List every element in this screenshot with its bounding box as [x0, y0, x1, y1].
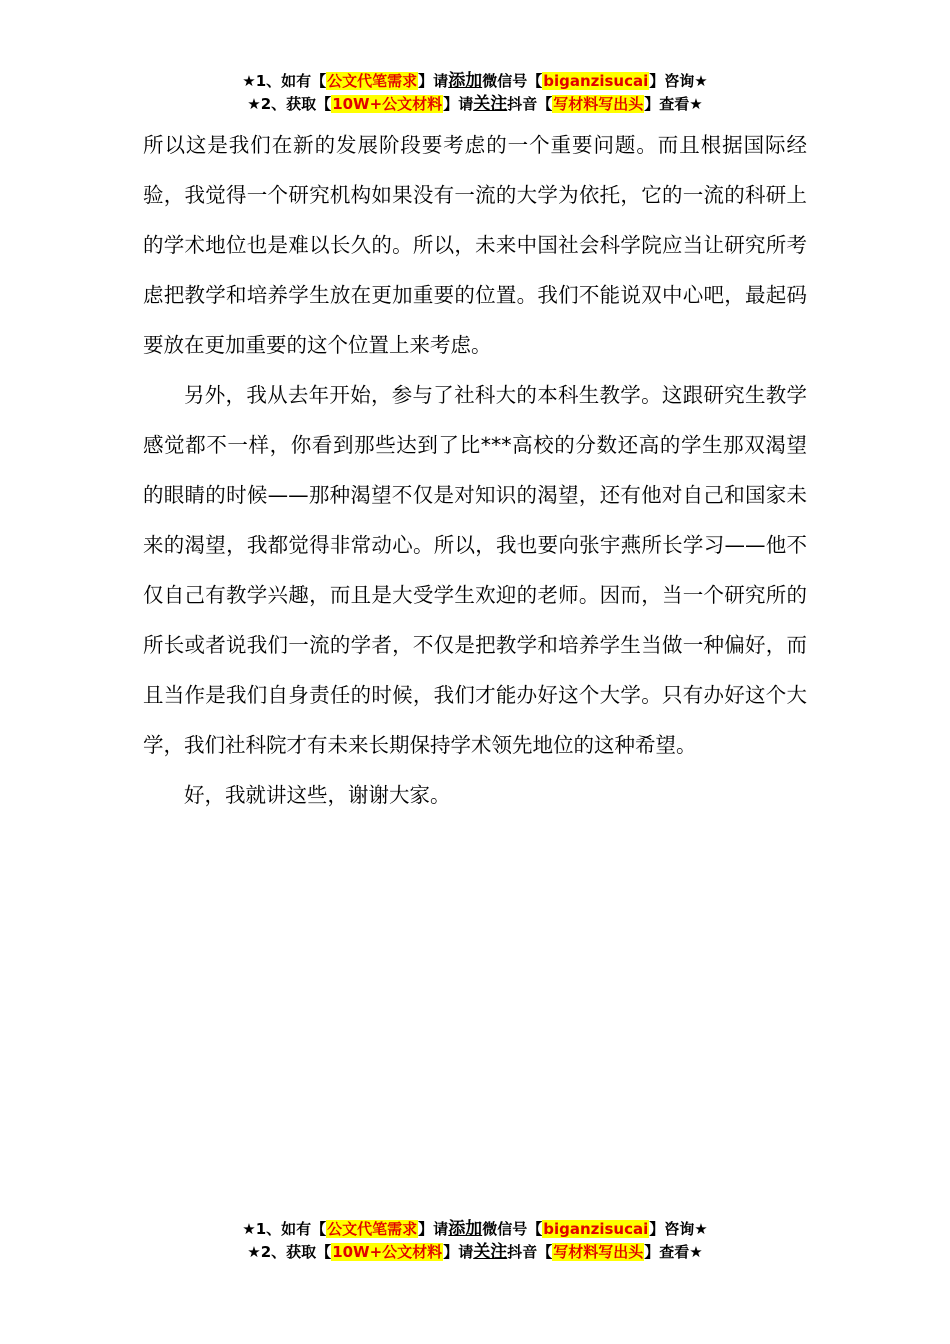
banner-text: 】请 — [443, 1243, 474, 1261]
banner-text: ★2、获取【 — [247, 95, 332, 113]
footer-line-1 — [0, 1218, 950, 1241]
banner-line-2 — [0, 93, 950, 116]
banner-line-1 — [0, 70, 950, 93]
banner-text: 】查看★ — [644, 95, 703, 113]
paragraph-3: 好，我就讲这些，谢谢大家。 — [184, 783, 451, 807]
highlight-materials: 10W+公文材料 — [332, 95, 443, 113]
emphasis-text: 添加 — [448, 1219, 483, 1239]
highlight-douyin-account: 写材料写出头 — [553, 1243, 644, 1261]
banner-text: 】咨询★ — [649, 72, 708, 90]
banner-text: 抖音【 — [507, 95, 553, 113]
banner-text: 】请 — [443, 95, 474, 113]
highlight-wechat-id: biganzisucai — [543, 72, 649, 90]
highlight-service: 公文代笔需求 — [327, 1220, 418, 1238]
banner-text: 抖音【 — [507, 1243, 553, 1261]
emphasis-text: 关注 — [473, 1242, 508, 1262]
document-body — [143, 120, 807, 820]
footer-banner — [0, 1218, 950, 1264]
banner-text: ★2、获取【 — [247, 1243, 332, 1261]
highlight-materials: 10W+公文材料 — [332, 1243, 443, 1261]
banner-text: 】请 — [418, 72, 449, 90]
banner-text: ★1、如有【 — [242, 72, 327, 90]
highlight-service: 公文代笔需求 — [327, 72, 418, 90]
header-banner — [0, 70, 950, 116]
emphasis-text: 关注 — [473, 94, 508, 114]
footer-line-2 — [0, 1241, 950, 1264]
banner-text: ★1、如有【 — [242, 1220, 327, 1238]
emphasis-text: 添加 — [448, 71, 483, 91]
banner-text: 】请 — [418, 1220, 449, 1238]
highlight-douyin-account: 写材料写出头 — [553, 95, 644, 113]
paragraph-2: 另外，我从去年开始，参与了社科大的本科生教学。这跟研究生教学感觉都不一样，你看到那些达到了比***高校的分数还高的学生那双渴望的眼睛的时候——那种渴望不仅是对知识的渴望，还有他对自己和国家未来的渴望，我都觉得非常动心。所以，我也要向张宇燕所长学习——他不仅自己有教学兴趣，而且是大受学生欢迎的老师。因而，当一个研究所的所长或者说我们一流的学者，不仅是把教学和培养学生当做一种偏好，而且当作是我们自身责任的时候，我们才能办好这个大学。只有办好这个大学，我们社科院才有未来长期保持学术领先地位的这种希望。 — [143, 383, 807, 757]
paragraph-1: 所以这是我们在新的发展阶段要考虑的一个重要问题。而且根据国际经验，我觉得一个研究机构如果没有一流的大学为依托，它的一流的科研上的学术地位也是难以长久的。所以，未来中国社会科学院应当让研究所考虑把教学和培养学生放在更加重要的位置。我们不能说双中心吧，最起码要放在更加重要的这个位置上来考虑。 — [143, 133, 807, 357]
banner-text: 】咨询★ — [649, 1220, 708, 1238]
highlight-wechat-id: biganzisucai — [543, 1220, 649, 1238]
banner-text: 微信号【 — [482, 72, 543, 90]
banner-text: 】查看★ — [644, 1243, 703, 1261]
banner-text: 微信号【 — [482, 1220, 543, 1238]
